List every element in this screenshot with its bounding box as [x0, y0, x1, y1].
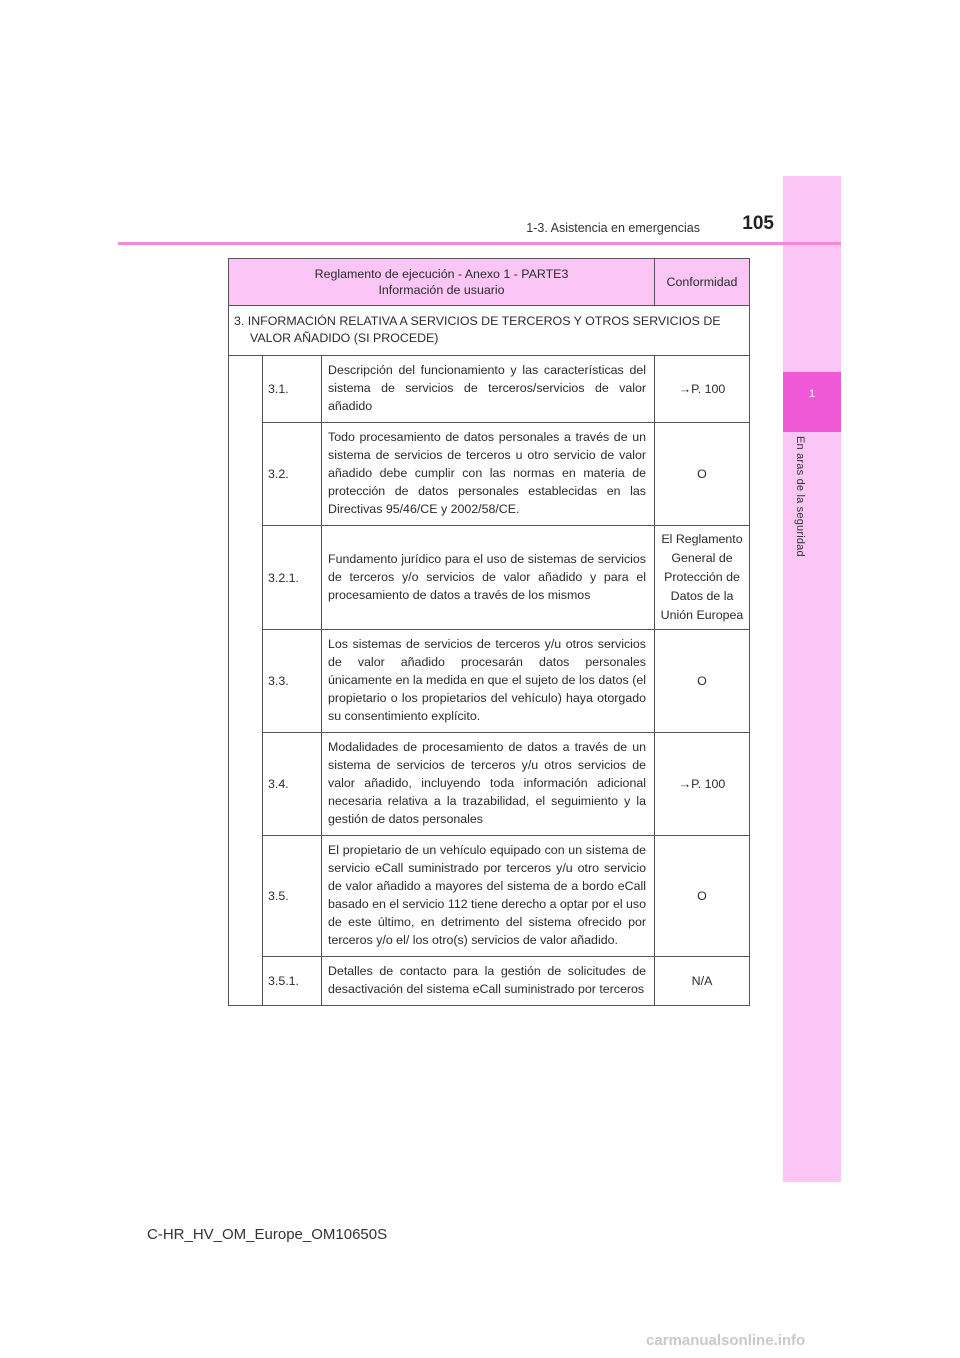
row-conformity: El Reglamento General de Protección de Datos de la Unión Europea	[655, 526, 750, 630]
chapter-label: En aras de la seguridad	[794, 436, 806, 557]
row-description: Todo procesamiento de datos personales a través de un sistema de servicios de terceros u otro servicio de valor añadido debe cumplir con las normas en materia de protección de datos personales establecidas en las Directivas 95/46/CE y 2002/58/CE.	[322, 423, 655, 526]
row-number: 3.3.	[263, 630, 322, 733]
table-row	[229, 356, 750, 423]
indent-cell	[229, 356, 263, 1006]
row-number: 3.2.	[263, 423, 322, 526]
row-description: Fundamento jurídico para el uso de sistemas de servicios de terceros y/o servicios de valor añadido y para el procesamiento de datos a través de los mismos	[322, 526, 655, 630]
section-title-cell	[229, 306, 750, 356]
table-row	[229, 526, 750, 630]
document-code: C-HR_HV_OM_Europe_OM10650S	[147, 1226, 388, 1243]
table-row	[229, 630, 750, 733]
table-header-regulation	[229, 259, 655, 306]
row-conformity: O	[655, 836, 750, 957]
conformity-table	[228, 258, 750, 1006]
chapter-side-tab	[783, 176, 841, 1182]
table-header-conformity: Conformidad	[655, 259, 750, 306]
row-number: 3.5.	[263, 836, 322, 957]
table-header-regulation-line1: Reglamento de ejecución - Anexo 1 - PARTE3	[314, 267, 569, 281]
row-conformity: O	[655, 630, 750, 733]
page-number: 105	[742, 213, 774, 234]
row-conformity: O	[655, 423, 750, 526]
row-conformity: N/A	[655, 957, 750, 1006]
section-heading: 1-3. Asistencia en emergencias	[526, 221, 700, 235]
row-conformity: →P. 100	[655, 356, 750, 423]
row-conformity: →P. 100	[655, 733, 750, 836]
table-header-row	[229, 259, 750, 306]
row-description: Detalles de contacto para la gestión de solicitudes de desactivación del sistema eCall suministrado por terceros	[322, 957, 655, 1006]
table-header-regulation-line2: Información de usuario	[378, 283, 505, 297]
table-row	[229, 423, 750, 526]
table-row	[229, 836, 750, 957]
row-number: 3.2.1.	[263, 526, 322, 630]
watermark: carmanualsonline.info	[646, 1332, 806, 1349]
table-row	[229, 733, 750, 836]
section-title: 3. INFORMACIÓN RELATIVA A SERVICIOS DE TERCEROS Y OTROS SERVICIOS DE VALOR AÑADIDO (SI PROCEDE)	[234, 314, 721, 345]
row-description: Los sistemas de servicios de terceros y/u otros servicios de valor añadido procesarán datos personales únicamente en la medida en que el sujeto de los datos (el propietario o los propietarios del vehículo) haya otorgado su consentimiento explícito.	[322, 630, 655, 733]
row-number: 3.1.	[263, 356, 322, 423]
section-row	[229, 306, 750, 356]
row-description: Modalidades de procesamiento de datos a través de un sistema de servicios de terceros y/u otros servicios de valor añadido, incluyendo toda información adicional necesaria relativa a la trazabilidad, el seguimiento y la gestión de datos personales	[322, 733, 655, 836]
table-row	[229, 957, 750, 1006]
row-number: 3.4.	[263, 733, 322, 836]
chapter-number: 1	[808, 388, 816, 400]
header-divider	[118, 242, 841, 245]
chapter-side-tab-active	[783, 372, 841, 432]
row-description: El propietario de un vehículo equipado con un sistema de servicio eCall suministrado por terceros y/u otro servicio de valor añadido a mayores del sistema de a bordo eCall basado en el servicio 112 tiene derecho a optar por el uso de este último, en detrimento del sistema ofrecido por terceros y/o el/ los otro(s) servicios de valor añadido.	[322, 836, 655, 957]
row-number: 3.5.1.	[263, 957, 322, 1006]
row-description: Descripción del funcionamiento y las características del sistema de servicios de terceros/servicios de valor añadido	[322, 356, 655, 423]
